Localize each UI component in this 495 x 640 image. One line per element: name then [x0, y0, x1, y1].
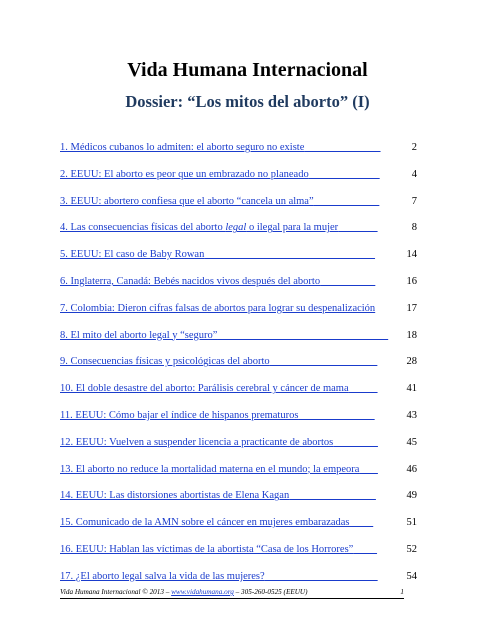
toc-entry-link[interactable] — [60, 141, 381, 155]
toc-entry-page-number: 28 — [406, 356, 417, 368]
toc-entry-title[interactable] — [60, 544, 353, 555]
toc-entry-leader: _____________ — [308, 168, 380, 180]
toc-entry-page-number: 52 — [406, 543, 417, 555]
toc-entry[interactable] — [60, 486, 420, 513]
toc-entry-title[interactable] — [60, 276, 320, 287]
toc-entry-link[interactable] — [60, 195, 379, 209]
toc-entry-link[interactable] — [60, 489, 376, 503]
toc-entry-title-text: 10. El doble desastre del aborto: Parálisis cerebral y cáncer de mama — [60, 383, 349, 395]
toc-entry-page-number: 2 — [411, 142, 417, 153]
toc-entry-page-number: 43 — [406, 409, 417, 421]
toc-entry-title[interactable] — [60, 330, 217, 341]
toc-entry[interactable] — [60, 406, 420, 433]
toc-entry-leader: ___ — [359, 463, 378, 475]
toc-entry-title-text: 11. EEUU: Cómo bajar el índice de hispanos prematuros — [60, 409, 299, 421]
toc-entry-title-text: 13. El aborto no reduce la mortalidad materna en el mundo; la empeora — [60, 463, 360, 475]
toc-entry-title[interactable] — [60, 464, 359, 475]
toc-entry-title-text: 14. EEUU: Las distorsiones abortistas de Elena Kagan — [60, 490, 290, 502]
toc-entry-link[interactable] — [60, 382, 378, 396]
toc-entry-leader: ______________ — [304, 142, 381, 153]
toc-entry-leader: _______ — [338, 222, 378, 234]
toc-entry-page-number: 46 — [406, 463, 417, 475]
toc-entry-link[interactable] — [60, 570, 378, 584]
toc-entry-title-text: 16. EEUU: Hablan las víctimas de la abortista “Casa de los Horrores” — [60, 543, 354, 555]
toc-entry-title-text: 12. EEUU: Vuelven a suspender licencia a practicante de abortos — [60, 436, 334, 448]
toc-entry-leader: ____________________ — [269, 356, 378, 368]
toc-entry[interactable] — [60, 138, 420, 165]
toc-entry-title[interactable] — [60, 517, 350, 528]
toc-entry-leader: ________________________________ — [204, 249, 375, 261]
toc-entry-page-number: 18 — [406, 329, 417, 341]
toc-entry-page-number: 49 — [406, 490, 417, 502]
toc-entry-title-text: 2. EEUU: El aborto es peor que un embrazado no planeado — [60, 168, 309, 180]
toc-entry-page-number: 17 — [406, 302, 417, 314]
toc-entry-leader: ____________ — [313, 195, 380, 207]
toc-entry[interactable] — [60, 272, 420, 299]
toc-entry-link[interactable] — [60, 409, 375, 423]
toc-entry-link[interactable] — [60, 463, 378, 477]
toc-entry-title-text: 9. Consecuencias físicas y psicológicas del aborto — [60, 356, 270, 368]
toc-entry-link[interactable] — [60, 436, 378, 450]
footer-organization: Vida Humana Internacional © 2013 – — [60, 588, 172, 596]
toc-entry-title-rest: o ilegal para la mujer — [246, 222, 339, 234]
toc-entry-leader: __________ — [320, 275, 376, 287]
toc-entry-title-text: 8. El mito del aborto legal y “seguro” — [60, 329, 218, 341]
toc-entry[interactable] — [60, 540, 420, 567]
toc-entry-leader: ________________ — [289, 490, 376, 502]
toc-entry-page-number: 54 — [406, 570, 417, 582]
toc-entry-title[interactable] — [60, 142, 304, 153]
toc-entry[interactable] — [60, 460, 420, 487]
toc-entry-title[interactable] — [60, 490, 289, 501]
toc-entry[interactable] — [60, 192, 420, 219]
toc-entry-leader: ____ — [349, 517, 374, 529]
toc-entry[interactable] — [60, 299, 420, 326]
toc-entry-title[interactable] — [60, 222, 338, 233]
footer-phone: – 305-260-0525 (EEUU) — [233, 588, 308, 596]
toc-entry-page-number: 45 — [406, 436, 417, 448]
toc-entry[interactable] — [60, 165, 420, 192]
toc-entry-title-text: 3. EEUU: abortero confiesa que el aborto “cancela un alma” — [60, 195, 314, 207]
toc-entry-link[interactable] — [60, 355, 377, 369]
toc-entry-leader: ________ — [333, 436, 378, 448]
toc-entry[interactable] — [60, 245, 420, 272]
toc-entry-title-text: 5. EEUU: El caso de Baby Rowan — [60, 249, 205, 261]
toc-entry-page-number: 8 — [411, 222, 417, 234]
page-footer — [60, 587, 404, 599]
toc-entry-title-text: 4. Las consecuencias físicas del aborto — [60, 222, 226, 234]
toc-entry-title-text: 7. Colombia: Dieron cifras falsas de abortos para lograr su despenalización — [60, 302, 376, 314]
toc-entry-link[interactable] — [60, 221, 378, 235]
toc-entry-title[interactable] — [60, 196, 314, 207]
toc-entry-title[interactable] — [60, 437, 333, 448]
toc-entry[interactable] — [60, 218, 420, 245]
toc-entry[interactable] — [60, 379, 420, 406]
toc-entry-title-emphasis: legal — [225, 222, 247, 234]
toc-entry-link[interactable] — [60, 543, 377, 557]
document-subtitle: Dossier: “Los mitos del aborto” (I) — [125, 92, 370, 111]
toc-entry-leader: ____ — [353, 543, 377, 555]
footer-website-link[interactable]: www.vidahumana.org — [171, 588, 234, 596]
toc-entry[interactable] — [60, 326, 420, 353]
toc-entry-page-number: 16 — [406, 275, 417, 287]
toc-entry-page-number: 7 — [411, 195, 417, 207]
toc-entry[interactable] — [60, 433, 420, 460]
toc-entry-leader: ______________ — [298, 409, 375, 421]
toc-entry-leader: _____________________ — [264, 570, 378, 582]
toc-entry-leader: ________________________________ — [217, 329, 389, 341]
toc-entry-link[interactable] — [60, 516, 373, 530]
toc-entry-link[interactable] — [60, 168, 380, 182]
toc-entry[interactable] — [60, 513, 420, 540]
toc-entry-page-number: 51 — [406, 517, 417, 529]
toc-entry-title-text: 1. Médicos cubanos lo admiten: el aborto seguro no existe — [60, 142, 305, 153]
toc-entry[interactable] — [60, 352, 420, 379]
toc-entry-title-text: 17. ¿El aborto legal salva la vida de las mujeres? — [60, 570, 265, 582]
toc-entry-leader: _____ — [348, 383, 378, 395]
toc-entry-title[interactable] — [60, 410, 298, 421]
toc-entry-link[interactable] — [60, 248, 375, 262]
toc-entry-title[interactable] — [60, 169, 309, 180]
toc-entry-title-text: 6. Inglaterra, Canadá: Bebés nacidos vivos después del aborto — [60, 275, 321, 287]
toc-entry-link[interactable] — [60, 302, 375, 316]
toc-entry-link[interactable] — [60, 275, 375, 289]
toc-entry-page-number: 14 — [406, 249, 417, 261]
toc-entry-page-number: 41 — [406, 383, 417, 395]
toc-entry-page-number: 4 — [411, 168, 417, 180]
toc-entry-link[interactable] — [60, 329, 388, 343]
toc-entry-title[interactable] — [60, 249, 204, 260]
table-of-contents — [60, 138, 420, 594]
toc-entry-title[interactable] — [60, 571, 265, 582]
footer-page-number: 1 — [400, 588, 404, 596]
toc-entry-title-text: 15. Comunicado de la AMN sobre el cáncer en mujeres embarazadas — [60, 517, 350, 529]
toc-entry-title[interactable] — [60, 303, 375, 314]
toc-entry-title[interactable] — [60, 356, 270, 367]
toc-entry-title[interactable] — [60, 383, 349, 394]
document-title: Vida Humana Internacional — [127, 59, 368, 81]
